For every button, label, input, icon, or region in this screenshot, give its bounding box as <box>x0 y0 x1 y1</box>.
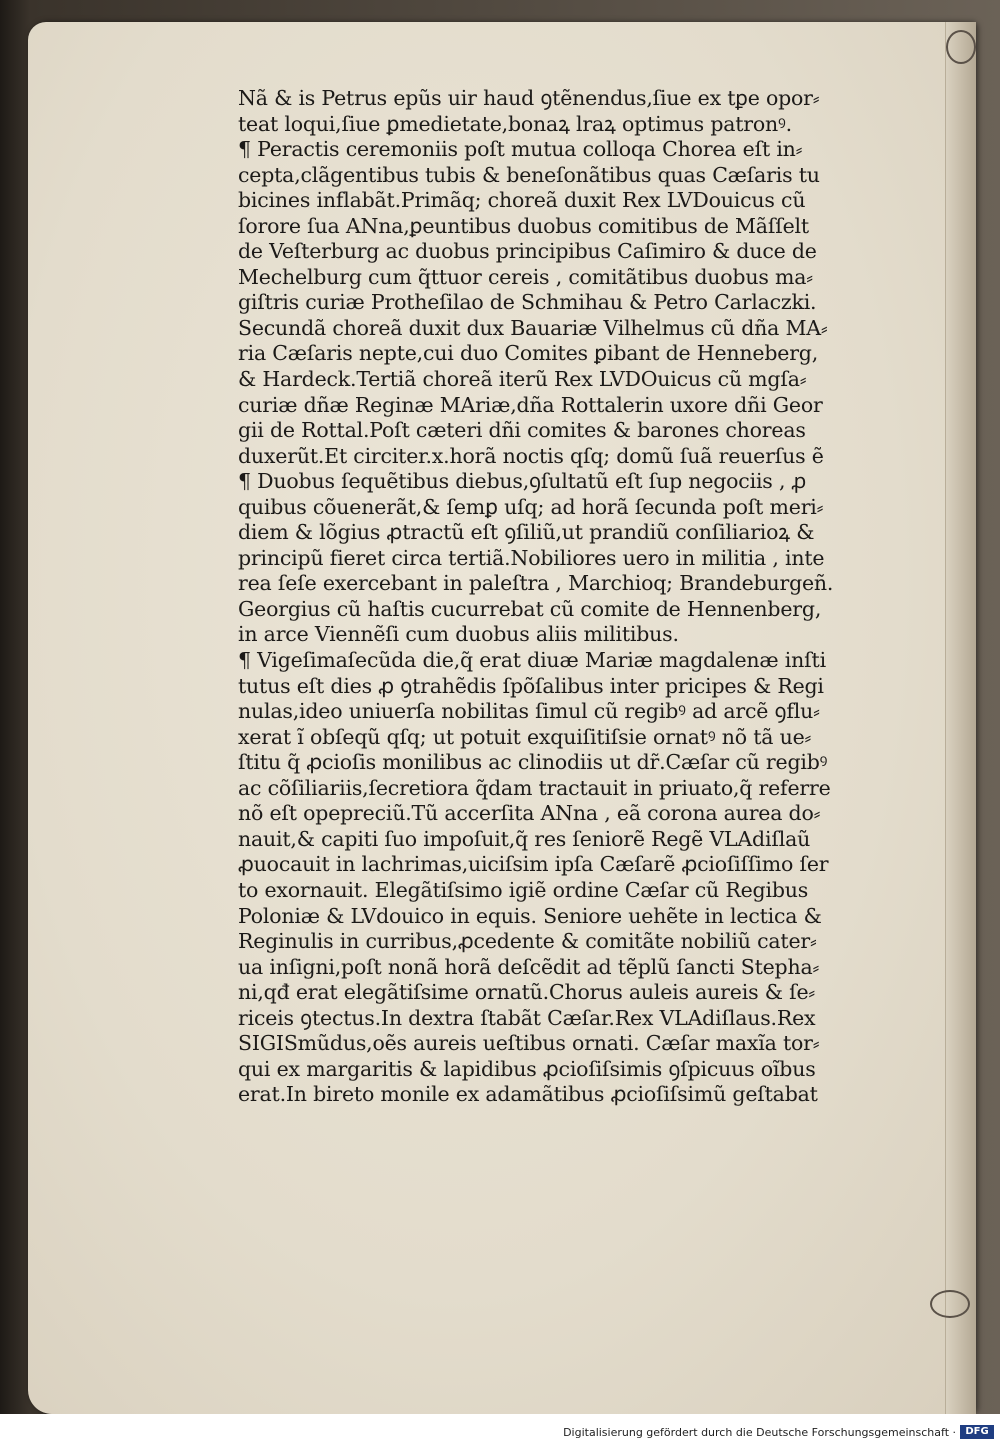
text-line: rea ſeſe exercebant in paleſtra , Marchioq; Brandeburgeñ. <box>238 571 834 596</box>
text-line: nõ eſt opepreciũ.Tũ accerſita ANna , eã corona aurea do⸗ <box>238 801 821 826</box>
text-line: gii de Rottal.Poſt cæteri dñi comites & barones choreas <box>238 418 806 443</box>
text-line: nulas,ideo uniuerſa nobilitas ſimul cũ regibꝰ ad arcẽ ꝯflu⸗ <box>238 699 820 724</box>
text-line: teat loqui,ſiue ꝑmedietate,bonaꝝ lraꝝ optimus patronꝰ. <box>238 111 792 136</box>
text-line: giſtris curiæ Protheſilao de Schmihau & Petro Carlaczki. <box>238 290 817 315</box>
text-line: Nã & is Petrus epũs uir haud ꝯtẽnendus,ſiue ex tꝑe opor⸗ <box>238 86 820 110</box>
text-line: SIGISmũdus,oẽs aureis ueſtibus ornati. Cæſar maxĩa tor⸗ <box>238 1031 820 1056</box>
paper-clip-mark-bottom <box>930 1290 970 1318</box>
text-line: ni,qđ erat elegãtiſsime ornatũ.Chorus auleis aureis & ſe⸗ <box>238 980 816 1005</box>
text-line: qui ex margaritis & lapidibus ꝓcioſiſsimis ꝯſpicuus oĩbus <box>238 1056 816 1081</box>
text-line: Secundã choreã duxit dux Bauariæ Vilhelmus cũ dña MA⸗ <box>238 315 828 340</box>
main-text-block <box>238 86 898 1108</box>
text-line: ria Cæſaris nepte,cui duo Comites ꝑibant de Henneberg, <box>238 341 819 366</box>
text-line: ſtitu q̃ ꝓcioſis monilibus ac clinodiis ut dr̃.Cæſar cũ regibꝰ <box>238 750 828 775</box>
dfg-logo: DFG <box>960 1425 994 1439</box>
text-line: in arce Viennẽſi cum duobus aliis militibus. <box>238 622 679 647</box>
text-line: Reginulis in curribus,ꝓcedente & comitãte nobiliũ cater⸗ <box>238 929 817 954</box>
text-line: to exornauit. Elegãtiſsimo igiẽ ordine Cæſar cũ Regibus <box>238 877 809 902</box>
text-line: Mechelburg cum q̃ttuor cereis , comitãtibus duobus ma⸗ <box>238 264 813 289</box>
paper-clip-mark-top <box>946 30 976 64</box>
text-line: cepta,clãgentibus tubis & beneſonãtibus quas Cæſaris tu <box>238 162 820 187</box>
text-line: tutus eſt dies ꝓ ꝯtrahẽdis ſpõſalibus inter pricipes & Regi <box>238 673 824 698</box>
text-line: principũ fieret circa tertiã.Nobiliores uero in militia , inte <box>238 545 825 570</box>
text-line: ꝓuocauit in lachrimas,uiciſsim ipſa Cæſarẽ ꝓcioſiſſimo ſer <box>238 852 829 877</box>
footer-bar <box>0 1414 1000 1451</box>
text-line: nauit,& capiti ſuo impoſuit,q̃ res ſeniorẽ Regẽ VLAdiſlaũ <box>238 826 811 851</box>
funding-credit: Digitalisierung gefördert durch die Deutsche Forschungsgemeinschaft · <box>563 1426 956 1439</box>
text-line: de Veſterburg ac duobus principibus Caſimiro & duce de <box>238 239 817 264</box>
text-line: ac cõſiliariis,ſecretiora q̃dam tractauit in priuato,q̃ referre <box>238 775 831 800</box>
text-line: Georgius cũ haſtis cucurrebat cũ comite de Hennenberg, <box>238 596 822 621</box>
text-line: erat.In bireto monile ex adamãtibus ꝓcioſiſsimũ geſtabat <box>238 1082 818 1107</box>
text-line: diem & lõgius ꝓtractũ eſt ꝯſiliũ,ut prandiũ conſiliarioꝝ & <box>238 520 815 545</box>
text-line: duxerũt.Et circiter.x.horã noctis qſq; domũ ſuã reuerſus ẽ <box>238 443 824 468</box>
text-line: ¶ Peractis ceremoniis poſt mutua colloqa Chorea eſt in⸗ <box>238 137 803 162</box>
text-line: ſorore ſua ANna,ꝑeuntibus duobus comitibus de Mãſſelt <box>238 213 809 238</box>
page-edge-right <box>945 22 976 1414</box>
text-line: riceis ꝯtectus.In dextra ſtabãt Cæſar.Rex VLAdiſlaus.Rex <box>238 1005 816 1030</box>
text-line: ¶ Vigeſimaſecũda die,q̃ erat diuæ Mariæ magdalenæ inſti <box>238 648 826 673</box>
text-line: & Hardeck.Tertiã choreã iterũ Rex LVDOuicus cũ mgſa⸗ <box>238 367 807 392</box>
text-line: bicines inflabãt.Primãq; choreã duxit Rex LVDouicus cũ <box>238 188 806 213</box>
text-line: curiæ dñæ Reginæ MAriæ,dña Rottalerin uxore dñi Geor <box>238 392 823 417</box>
text-line: ua inſigni,poſt nonã horã deſcẽdit ad tẽplũ ſancti Stepha⸗ <box>238 954 820 979</box>
text-line: Poloniæ & LVdouico in equis. Seniore uehẽte in lectica & <box>238 903 822 928</box>
text-line: xerat ĩ obſeqũ qſq; ut potuit exquiſitiſsie ornatꝰ nõ tã ue⸗ <box>238 724 812 749</box>
text-line: ¶ Duobus ſequẽtibus diebus,ꝯſultatũ eſt ſup negociis , ꝓ <box>238 469 807 494</box>
text-line: quibus cõuenerãt,& ſemꝑ uſq; ad horã ſecunda poſt meri⸗ <box>238 494 824 519</box>
